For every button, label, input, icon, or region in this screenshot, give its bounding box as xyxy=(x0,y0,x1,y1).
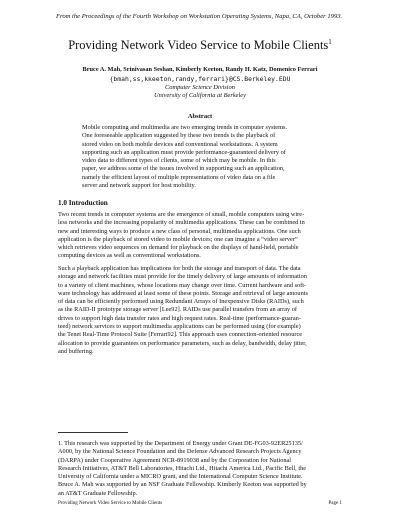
text-line: new and interesting ways to produce a new class of personal, multimedia applications. One such xyxy=(58,227,301,235)
text-line: and buffering. xyxy=(58,347,94,355)
intro-paragraph-2 xyxy=(58,265,342,356)
text-line: less networks and the increasing popularity of multimedia applications. These can be combined in xyxy=(58,219,305,227)
text-line: the Tenet Real-Time Protocol Suite [Ferrari92]. This approach uses connection-oriented resource xyxy=(58,331,303,339)
footnote-line: Bruce A. Mah was supported by an NSF Graduate Fellowship. Kimberly Keeton was supported by xyxy=(58,481,307,489)
affiliation xyxy=(0,84,400,100)
author-emails: {bmah,ss,kkeeton,randy,ferrari}@CS.Berkeley.EDU xyxy=(109,75,291,83)
text-line: of data can be efficiently performed using Redundant Arrays of Inexpensive Disks (RAIDs), such xyxy=(58,298,304,306)
abstract-line: Mobile computing and multimedia are two emerging trends in computer systems. xyxy=(82,124,288,131)
abstract-line: One foreseeable application suggested by these two trends is the playback of xyxy=(82,132,276,140)
text-line: to a variety of client machines, whose locations may change over time. Current hardware and soft- xyxy=(58,281,307,289)
text-line: as the RAID-II prototype storage server [Lee92]. RAIDs use parallel transfers from an array of xyxy=(58,306,298,314)
footnote-line: University of California under a MICRO grant, and the International Computer Science Institute. xyxy=(58,473,303,481)
footnote-line: (DARPA) under Cooperative Agreement NCR-8919038 and by the Corporation for National xyxy=(58,456,292,464)
text-line: computing devices as well as conventional workstations. xyxy=(58,252,201,260)
abstract-line: stored video on both mobile devices and conventional workstations. A system xyxy=(82,140,278,148)
text-line: which retrieves video sequences on demand for playback on the displays of hand-held, portable xyxy=(58,244,299,252)
abstract-line: video data to different types of clients, some of which may be mobile. In this xyxy=(82,157,276,165)
footnote-line: A000, by the National Science Foundation and the Defense Advanced Research Projects Agency xyxy=(58,448,302,456)
abstract-line: server and network support for host mobility. xyxy=(82,182,196,190)
text-line: ware technology has addressed at least some of these points. Storage and retrieval of large amounts xyxy=(58,289,308,297)
abstract-line: supporting such an application must provide performance-guaranteed delivery of xyxy=(82,148,286,156)
text-line: drives to support high data transfer rates and high request rates. Real-time (performance-guaran- xyxy=(58,314,301,322)
affiliation-division: Computer Science Division xyxy=(165,84,235,91)
text-line: Two recent trends in computer systems are the emergence of small, mobile computers using wire- xyxy=(58,211,305,218)
affiliation-university: University of California at Berkeley xyxy=(154,92,246,99)
section-heading-introduction: 1.0 Introduction xyxy=(58,199,108,207)
paper-title xyxy=(0,38,400,53)
footnote-line: an AT&T Graduate Fellowship. xyxy=(58,489,138,497)
abstract-heading: Abstract xyxy=(187,113,213,120)
running-footer-title: Providing Network Video Service to Mobile Clients xyxy=(58,501,163,506)
author-list: Bruce A. Mah, Srinivasan Seshan, Kimberly Keeton, Randy H. Katz, Domenico Ferrari xyxy=(82,66,318,73)
footnote-line: 1. This research was supported by the Department of Energy under Grant DE-FG03-92ER25135/ xyxy=(58,440,303,447)
text-line: teed) network services to support multimedia applications can be performed using (for example) xyxy=(58,323,301,331)
footnote-line: Research Initiatives, AT&T Bell Laboratories, Hitachi Ltd., Hitachi America Ltd., Pacific Bell, the xyxy=(58,464,307,472)
page-number: Page 1 xyxy=(328,501,342,506)
intro-paragraph-1 xyxy=(58,211,342,261)
abstract-line: paper, we address some of the issues involved in supporting such an application, xyxy=(82,165,285,173)
title-footnote-mark: 1 xyxy=(328,37,332,46)
text-line: storage and network facilities must provide for the timely delivery of large amounts of information xyxy=(58,273,307,281)
footnote-divider xyxy=(58,432,128,433)
abstract-body xyxy=(82,124,318,190)
proceedings-note: From the Proceedings of the Fourth Workshop on Workstation Operating Systems, Napa, CA, October 1993. xyxy=(56,13,343,20)
text-line: allocation to provide guarantees on performance parameters, such as delay, bandwidth, delay jitter, xyxy=(58,339,307,347)
text-line: Such a playback application has implications for both the storage and transport of data. The data xyxy=(58,265,301,272)
abstract-line: namely the efficient layout of multiple representations of video data on a file xyxy=(82,173,276,181)
title-text: Providing Network Video Service to Mobile Clients xyxy=(68,38,329,52)
footnote xyxy=(58,440,342,498)
text-line: application is the playback of stored video to mobile devices; one can imagine a “video server” xyxy=(58,235,298,243)
